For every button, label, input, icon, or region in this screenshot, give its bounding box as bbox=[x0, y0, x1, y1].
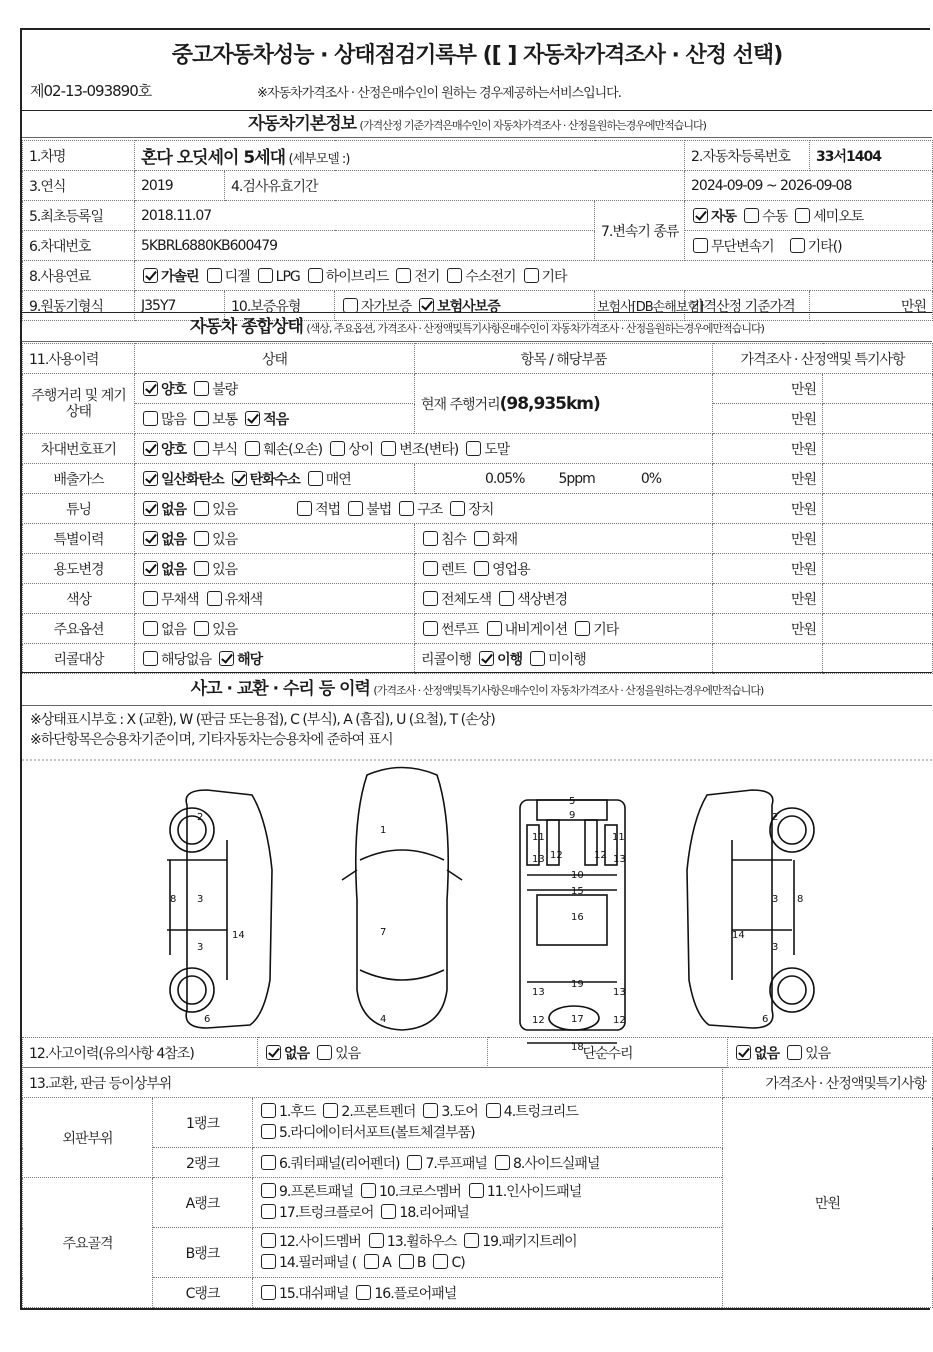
simple-yes-checkbox[interactable] bbox=[787, 1045, 802, 1060]
fuel-hydrogen-label: 수소전기 bbox=[465, 268, 516, 285]
diagram-part-number: 2 bbox=[197, 812, 204, 823]
header-note: ※자동차가격조사 · 산정은매수인이 원하는 경우제공하는서비스입니다. bbox=[257, 86, 621, 101]
mileage-many-label: 많음 bbox=[161, 411, 187, 428]
trans-other-checkbox[interactable] bbox=[790, 238, 805, 253]
front-fender-checkbox[interactable] bbox=[323, 1103, 338, 1118]
symbol-note-1: ※상태표시부호 : X (교환), W (판금 또는용접), C (부식), A (흠집), U (요철), T (손상) bbox=[30, 712, 495, 728]
emission-smoke-checkbox[interactable] bbox=[308, 471, 323, 486]
vin-diff-checkbox[interactable] bbox=[330, 441, 345, 456]
left-rear-wheel bbox=[170, 968, 214, 1012]
fuel-hydrogen-checkbox[interactable] bbox=[447, 268, 462, 283]
accident-history-table bbox=[22, 1037, 933, 1068]
diagram-part-number: 4 bbox=[380, 1014, 387, 1025]
option-sunroof-checkbox[interactable] bbox=[423, 621, 438, 636]
recall-done-yes-label: 이행 bbox=[497, 651, 523, 668]
cross-member-checkbox[interactable] bbox=[361, 1183, 376, 1198]
option-none-label: 없음 bbox=[161, 621, 187, 638]
color-change-label: 색상변경 bbox=[517, 591, 568, 608]
fuel-gasoline-checkbox[interactable] bbox=[143, 268, 158, 283]
special-fire-checkbox[interactable] bbox=[474, 531, 489, 546]
vin-smeared-label: 도말 bbox=[484, 441, 510, 458]
usage-rent-checkbox[interactable] bbox=[423, 561, 438, 576]
side-member-checkbox[interactable] bbox=[261, 1233, 276, 1248]
recall-label: 리콜대상 bbox=[23, 644, 135, 674]
basic-info-title: 자동차기본정보 bbox=[248, 114, 357, 134]
vin-diff-label: 상이 bbox=[348, 441, 374, 458]
trans-manual-checkbox[interactable] bbox=[744, 208, 759, 223]
rankC-label: C랭크 bbox=[153, 1278, 253, 1308]
option-label: 주요옵션 bbox=[23, 614, 135, 644]
vin-good-label: 양호 bbox=[161, 441, 187, 458]
tuning-device-checkbox[interactable] bbox=[450, 501, 465, 516]
vin-label: 6.차대번호 bbox=[23, 231, 135, 261]
vin-altered-checkbox[interactable] bbox=[381, 441, 396, 456]
basic-info-note: (가격산정 기준가격은매수인이 자동차가격조사 · 산정을원하는경우에만적습니다) bbox=[359, 119, 706, 132]
diagram-part-number: 14 bbox=[232, 930, 245, 941]
tuning-structure-label: 구조 bbox=[417, 501, 443, 518]
tuning-none-label: 없음 bbox=[161, 501, 187, 518]
transmission-label: 7.변속기 종류 bbox=[595, 201, 685, 261]
status-section-header bbox=[22, 312, 932, 342]
diagram-part-number: 11 bbox=[612, 832, 625, 843]
price-unit: 만원 bbox=[713, 494, 823, 524]
diagram-part-number: 3 bbox=[197, 942, 204, 953]
fuel-electric-label: 전기 bbox=[414, 268, 440, 285]
front-panel-checkbox[interactable] bbox=[261, 1183, 276, 1198]
warranty-insurer-checkbox[interactable] bbox=[419, 298, 434, 313]
diagram-part-number: 2 bbox=[772, 812, 779, 823]
reg-number-value: 33서1404 bbox=[810, 141, 933, 171]
price-unit: 만원 bbox=[713, 434, 823, 464]
vin-corrosion-checkbox[interactable] bbox=[194, 441, 209, 456]
option-navi-checkbox[interactable] bbox=[487, 621, 502, 636]
option-yes-checkbox[interactable] bbox=[194, 621, 209, 636]
pillar-a-checkbox[interactable] bbox=[364, 1254, 379, 1269]
col-price: 가격조사 · 산정액및 특기사항 bbox=[713, 344, 933, 374]
option-yes-label: 있음 bbox=[212, 621, 238, 638]
diagram-part-number: 6 bbox=[204, 1014, 211, 1025]
trans-auto-label: 자동 bbox=[711, 208, 737, 225]
vin-good-checkbox[interactable] bbox=[143, 441, 158, 456]
tuning-label: 튜닝 bbox=[23, 494, 135, 524]
diagram-part-number: 12 bbox=[613, 1015, 626, 1026]
engine-label: 9.원동기형식 bbox=[23, 291, 135, 321]
rankA-label: A랭크 bbox=[153, 1178, 253, 1228]
color-achromatic-label: 무채색 bbox=[161, 591, 199, 608]
emission-smoke-label: 매연 bbox=[325, 471, 351, 488]
first-reg-value: 2018.11.07 bbox=[135, 201, 595, 231]
accident-yes-label: 있음 bbox=[335, 1045, 361, 1062]
simple-yes-label: 있음 bbox=[805, 1045, 831, 1062]
left-front-wheel bbox=[170, 808, 214, 852]
front-fender-label: 2.프론트펜더 bbox=[341, 1103, 416, 1120]
package-tray-label: 19.패키지트레이 bbox=[482, 1233, 577, 1250]
accident-yes-checkbox[interactable] bbox=[317, 1045, 332, 1060]
fuel-hybrid-label: 하이브리드 bbox=[325, 268, 389, 285]
mileage-text: 현재 주행거리 bbox=[421, 396, 500, 413]
rear-panel-label: 18.리어패널 bbox=[399, 1204, 469, 1221]
diagram-part-number: 12 bbox=[594, 850, 607, 861]
color-label: 색상 bbox=[23, 584, 135, 614]
trans-cvt-label: 무단변속기 bbox=[711, 238, 774, 255]
diagram-part-number: 13 bbox=[613, 854, 626, 865]
symbol-note-2: ※하단항목은승용차기준이며, 기타자동차는승용차에 준하여 표시 bbox=[30, 732, 393, 748]
tuning-illegal-checkbox[interactable] bbox=[348, 501, 363, 516]
accident-none-label: 없음 bbox=[284, 1045, 310, 1062]
special-label: 특별이력 bbox=[23, 524, 135, 554]
vin-mark-label: 차대번호표기 bbox=[23, 434, 135, 464]
pillar-b-label: B bbox=[416, 1254, 426, 1271]
usage-none-label: 없음 bbox=[161, 561, 187, 578]
diagram-part-number: 13 bbox=[532, 987, 545, 998]
special-none-label: 없음 bbox=[161, 531, 187, 548]
emission-co-label: 일산화탄소 bbox=[161, 471, 224, 488]
roof-panel-label: 7.루프패널 bbox=[425, 1155, 487, 1172]
door-checkbox[interactable] bbox=[423, 1103, 438, 1118]
diagram-part-number: 11 bbox=[532, 832, 545, 843]
vin-damage-label: 훼손(오손) bbox=[263, 441, 323, 458]
accident-section-title: 사고 · 교환 · 수리 등 이력 bbox=[190, 679, 370, 699]
dash-panel-checkbox[interactable] bbox=[261, 1285, 276, 1300]
engine-value: J35Y7 bbox=[135, 291, 225, 321]
inside-panel-label: 11.인사이드패널 bbox=[486, 1183, 582, 1200]
usage-rent-label: 렌트 bbox=[441, 561, 467, 578]
vin-smeared-checkbox[interactable] bbox=[466, 441, 481, 456]
diagram-part-number: 15 bbox=[571, 886, 584, 897]
recall-yes-label: 해당 bbox=[237, 651, 263, 668]
pillar-c-label: C) bbox=[451, 1254, 465, 1271]
tuning-structure-checkbox[interactable] bbox=[399, 501, 414, 516]
radiator-support-label: 5.라디에이터서포트(볼트체결부품) bbox=[279, 1124, 475, 1141]
fuel-label: 8.사용연료 bbox=[23, 261, 135, 291]
trunk-floor-checkbox[interactable] bbox=[261, 1204, 276, 1219]
recall-na-label: 해당없음 bbox=[161, 651, 212, 668]
inside-panel-checkbox[interactable] bbox=[469, 1183, 484, 1198]
trans-semi-checkbox[interactable] bbox=[795, 208, 810, 223]
fuel-other-checkbox[interactable] bbox=[524, 268, 539, 283]
diagram-part-number: 8 bbox=[797, 894, 804, 905]
price-unit: 만원 bbox=[713, 614, 823, 644]
mileage-value: (98,935km) bbox=[499, 393, 600, 414]
fuel-lpg-label: LPG bbox=[275, 268, 300, 285]
price-unit: 만원 bbox=[713, 374, 823, 404]
trans-semi-label: 세미오토 bbox=[813, 208, 864, 225]
warranty-self-checkbox[interactable] bbox=[343, 298, 358, 313]
color-achromatic-checkbox[interactable] bbox=[143, 591, 158, 606]
right-side-view bbox=[687, 790, 773, 1028]
special-yes-label: 있음 bbox=[212, 531, 238, 548]
basic-info-section-header bbox=[22, 110, 932, 138]
mileage-normal-label: 보통 bbox=[212, 411, 238, 428]
color-change-checkbox[interactable] bbox=[499, 591, 514, 606]
status-section-note: (색상, 주요옵션, 가격조사 · 산정액및특기사항은매수인이 자동차가격조사 · 산정을원하는경우에만적습니다) bbox=[306, 322, 764, 335]
option-navi-label: 내비게이션 bbox=[504, 621, 568, 638]
side-member-label: 12.사이드멤버 bbox=[279, 1233, 361, 1250]
diagram-part-number: 1 bbox=[380, 825, 387, 836]
car-name-label: 1.차명 bbox=[23, 141, 135, 171]
wheel-house-label: 13.휠하우스 bbox=[386, 1233, 457, 1250]
tuning-yes-checkbox[interactable] bbox=[194, 501, 209, 516]
recall-done-label: 리콜이행 bbox=[421, 651, 472, 668]
diagram-part-number: 13 bbox=[613, 987, 626, 998]
damaged-parts-price-label: 가격조사 · 산정액및특기사항 bbox=[723, 1068, 933, 1098]
damaged-parts-price-unit: 만원 bbox=[723, 1098, 933, 1308]
usage-yes-checkbox[interactable] bbox=[194, 561, 209, 576]
mileage-label: 주행거리 및 계기상태 bbox=[23, 374, 135, 434]
emission-smoke-value: 0% bbox=[640, 470, 662, 487]
year-label: 3.연식 bbox=[23, 171, 135, 201]
inspection-validity-label: 4.검사유효기간 bbox=[225, 171, 685, 201]
usage-label: 용도변경 bbox=[23, 554, 135, 584]
usage-business-checkbox[interactable] bbox=[474, 561, 489, 576]
mileage-normal-checkbox[interactable] bbox=[194, 411, 209, 426]
hood-checkbox[interactable] bbox=[261, 1103, 276, 1118]
tuning-legal-label: 적법 bbox=[315, 501, 341, 518]
floor-panel-checkbox[interactable] bbox=[356, 1285, 371, 1300]
fuel-other-label: 기타 bbox=[541, 268, 567, 285]
mileage-good-checkbox[interactable] bbox=[143, 381, 158, 396]
pillar-a-label: A bbox=[382, 1254, 391, 1271]
inspection-record-form bbox=[20, 28, 930, 1310]
rankB-label: B랭크 bbox=[153, 1228, 253, 1278]
car-name-value: 혼다 오딧세이 5세대 bbox=[141, 148, 286, 168]
quarter-panel-checkbox[interactable] bbox=[261, 1155, 276, 1170]
accident-none-checkbox[interactable] bbox=[266, 1045, 281, 1060]
trans-cvt-checkbox[interactable] bbox=[693, 238, 708, 253]
diagram-part-number: 13 bbox=[532, 854, 545, 865]
fuel-diesel-checkbox[interactable] bbox=[207, 268, 222, 283]
side-sill-label: 8.사이드실패널 bbox=[512, 1155, 600, 1172]
diagram-part-numbers bbox=[170, 796, 803, 1053]
outer-panel-label: 외판부위 bbox=[23, 1098, 153, 1178]
package-tray-checkbox[interactable] bbox=[464, 1233, 479, 1248]
pillar-b-checkbox[interactable] bbox=[399, 1254, 414, 1269]
hood-label: 1.후드 bbox=[279, 1103, 316, 1120]
fuel-electric-checkbox[interactable] bbox=[396, 268, 411, 283]
tuning-illegal-label: 불법 bbox=[366, 501, 392, 518]
usage-business-label: 영업용 bbox=[492, 561, 530, 578]
vin-value: 5KBRL6880KB600479 bbox=[135, 231, 595, 261]
emission-hc-label: 탄화수소 bbox=[249, 471, 300, 488]
front-panel-label: 9.프론트패널 bbox=[279, 1183, 353, 1200]
recall-na-checkbox[interactable] bbox=[143, 651, 158, 666]
trunk-lid-label: 4.트렁크리드 bbox=[503, 1103, 578, 1120]
right-rear-wheel bbox=[770, 968, 814, 1012]
damaged-parts-label: 13.교환, 판금 등이상부위 bbox=[23, 1068, 723, 1098]
dash-panel-label: 15.대쉬패널 bbox=[279, 1285, 349, 1302]
diagram-part-number: 7 bbox=[380, 927, 387, 938]
trunk-floor-label: 17.트렁크플로어 bbox=[279, 1204, 374, 1221]
color-full-paint-checkbox[interactable] bbox=[423, 591, 438, 606]
side-sill-checkbox[interactable] bbox=[495, 1155, 510, 1170]
wheel-house-checkbox[interactable] bbox=[369, 1233, 384, 1248]
accident-section-note: (가격조사 · 산정액및특기사항은매수인이 자동차가격조사 · 산정을원하는경우에만적습니다) bbox=[373, 684, 764, 697]
year-value: 2019 bbox=[135, 171, 225, 201]
diagram-part-number: 19 bbox=[571, 979, 584, 990]
document-number: 제02-13-093890호 bbox=[30, 82, 152, 100]
diagram-part-number: 17 bbox=[571, 1014, 584, 1025]
inspection-validity-value: 2024-09-09 ~ 2026-09-08 bbox=[685, 171, 933, 201]
fuel-lpg-checkbox[interactable] bbox=[258, 268, 273, 283]
recall-notdone-label: 미이행 bbox=[548, 651, 586, 668]
diagram-part-number: 14 bbox=[732, 930, 745, 941]
pillar-panel-label: 14.필러패널 ( bbox=[279, 1254, 357, 1271]
simple-none-label: 없음 bbox=[754, 1045, 780, 1062]
special-none-checkbox[interactable] bbox=[143, 531, 158, 546]
diagram-part-number: 3 bbox=[772, 942, 779, 953]
top-view bbox=[356, 768, 449, 1031]
price-unit: 만원 bbox=[713, 464, 823, 494]
symbol-notes bbox=[30, 710, 495, 750]
basic-info-table bbox=[22, 140, 933, 321]
rear-panel-checkbox[interactable] bbox=[381, 1204, 396, 1219]
simple-none-checkbox[interactable] bbox=[736, 1045, 751, 1060]
price-unit: 만원 bbox=[713, 554, 823, 584]
status-table bbox=[22, 343, 933, 674]
accident-section-header bbox=[22, 672, 932, 706]
tuning-legal-checkbox[interactable] bbox=[297, 501, 312, 516]
trans-other-label: 기타() bbox=[807, 238, 842, 255]
col-item: 항목 / 해당부품 bbox=[415, 344, 713, 374]
mileage-few-checkbox[interactable] bbox=[245, 411, 260, 426]
roof-panel-checkbox[interactable] bbox=[407, 1155, 422, 1170]
vin-damage-checkbox[interactable] bbox=[245, 441, 260, 456]
base-price-label: 가격산정 기준가격 bbox=[685, 291, 810, 321]
price-unit: 만원 bbox=[713, 584, 823, 614]
diagram-part-number: 10 bbox=[571, 870, 584, 881]
simple-repair-label: 단순수리 bbox=[488, 1038, 728, 1068]
usage-none-checkbox[interactable] bbox=[143, 561, 158, 576]
main-frame-label: 주요골격 bbox=[23, 1178, 153, 1308]
diagram-part-number: 6 bbox=[762, 1014, 769, 1025]
emission-label: 배출가스 bbox=[23, 464, 135, 494]
price-unit: 만원 bbox=[713, 524, 823, 554]
rank2-label: 2랭크 bbox=[153, 1148, 253, 1178]
reg-number-label: 2.자동차등록번호 bbox=[685, 141, 810, 171]
damaged-parts-table bbox=[22, 1067, 933, 1308]
diagram-part-number: 12 bbox=[550, 850, 563, 861]
price-unit: 만원 bbox=[713, 404, 823, 434]
first-reg-label: 5.최초등록일 bbox=[23, 201, 135, 231]
diagram-part-number: 3 bbox=[197, 894, 204, 905]
warranty-company: 보험사[DB손해보험] bbox=[595, 291, 685, 321]
base-price-unit: 만원 bbox=[810, 291, 933, 321]
trans-auto-checkbox[interactable] bbox=[693, 208, 708, 223]
recall-done-checkbox[interactable] bbox=[479, 651, 494, 666]
emission-co-checkbox[interactable] bbox=[143, 471, 158, 486]
option-other-label: 기타 bbox=[593, 621, 619, 638]
warranty-self-label: 자가보증 bbox=[361, 298, 412, 315]
accident-history-label: 12.사고이력(유의사항 4참조) bbox=[23, 1038, 258, 1068]
floor-panel-label: 16.플로어패널 bbox=[374, 1285, 457, 1302]
tuning-device-label: 장치 bbox=[468, 501, 494, 518]
recall-yes-checkbox[interactable] bbox=[219, 651, 234, 666]
tuning-none-checkbox[interactable] bbox=[143, 501, 158, 516]
recall-notdone-checkbox[interactable] bbox=[530, 651, 545, 666]
vin-corrosion-label: 부식 bbox=[212, 441, 238, 458]
detail-model: (세부모델 :) bbox=[288, 152, 350, 167]
color-chromatic-checkbox[interactable] bbox=[207, 591, 222, 606]
fuel-hybrid-checkbox[interactable] bbox=[308, 268, 323, 283]
diagram-part-number: 18 bbox=[571, 1042, 584, 1053]
color-full-paint-label: 전체도색 bbox=[441, 591, 492, 608]
diagram-part-number: 3 bbox=[772, 894, 779, 905]
emission-co-value: 0.05% bbox=[485, 470, 525, 487]
emission-hc-checkbox[interactable] bbox=[232, 471, 247, 486]
pillar-panel-checkbox[interactable] bbox=[261, 1254, 276, 1269]
warranty-label: 10.보증유형 bbox=[225, 291, 335, 321]
diagram-part-number: 16 bbox=[571, 912, 584, 923]
col-state: 상태 bbox=[135, 344, 415, 374]
option-none-checkbox[interactable] bbox=[143, 621, 158, 636]
special-flood-checkbox[interactable] bbox=[423, 531, 438, 546]
mileage-bad-checkbox[interactable] bbox=[194, 381, 209, 396]
diagram-part-number: 5 bbox=[569, 796, 576, 807]
quarter-panel-label: 6.쿼터패널(리어펜더) bbox=[279, 1155, 400, 1172]
door-label: 3.도어 bbox=[441, 1103, 478, 1120]
diagram-part-number: 9 bbox=[569, 810, 576, 821]
warranty-insurer-label: 보험사보증 bbox=[437, 298, 500, 315]
mileage-bad-label: 불량 bbox=[212, 381, 238, 398]
option-other-checkbox[interactable] bbox=[575, 621, 590, 636]
mileage-few-label: 적음 bbox=[263, 411, 289, 428]
special-flood-label: 침수 bbox=[441, 531, 467, 548]
trans-manual-label: 수동 bbox=[762, 208, 788, 225]
form-title: 중고자동차성능 · 상태점검기록부 ([ ] 자동차가격조사 · 산정 선택) bbox=[171, 43, 783, 68]
emission-hc-value: 5ppm bbox=[558, 470, 595, 487]
fuel-diesel-label: 디젤 bbox=[224, 268, 250, 285]
left-side-view bbox=[186, 790, 272, 1028]
col-history: 11.사용이력 bbox=[23, 344, 135, 374]
radiator-support-checkbox[interactable] bbox=[261, 1124, 276, 1139]
special-yes-checkbox[interactable] bbox=[194, 531, 209, 546]
vin-altered-label: 변조(변타) bbox=[399, 441, 459, 458]
status-section-title: 자동차 종합상태 bbox=[190, 317, 303, 337]
rank1-label: 1랭크 bbox=[153, 1098, 253, 1148]
diagram-part-number: 12 bbox=[532, 1015, 545, 1026]
mileage-many-checkbox[interactable] bbox=[143, 411, 158, 426]
fuel-gasoline-label: 가솔린 bbox=[161, 268, 199, 285]
cross-member-label: 10.크로스멤버 bbox=[378, 1183, 461, 1200]
option-sunroof-label: 썬루프 bbox=[441, 621, 479, 638]
vehicle-diagram bbox=[22, 760, 932, 1053]
pillar-c-checkbox[interactable] bbox=[433, 1254, 448, 1269]
color-chromatic-label: 유채색 bbox=[224, 591, 263, 608]
trunk-lid-checkbox[interactable] bbox=[486, 1103, 501, 1118]
special-fire-label: 화재 bbox=[492, 531, 518, 548]
usage-yes-label: 있음 bbox=[212, 561, 238, 578]
mileage-good-label: 양호 bbox=[161, 381, 187, 398]
diagram-part-number: 8 bbox=[170, 894, 177, 905]
tuning-yes-label: 있음 bbox=[212, 501, 238, 518]
